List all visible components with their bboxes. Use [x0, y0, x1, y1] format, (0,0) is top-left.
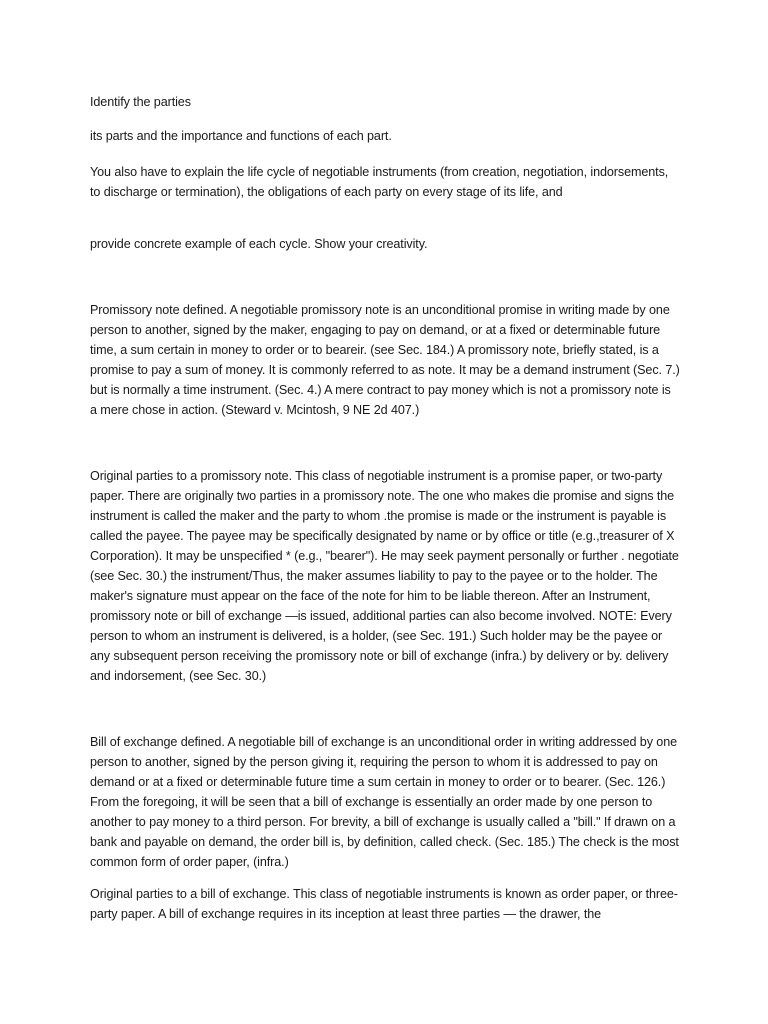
paragraph-parts-functions: its parts and the importance and functions of each part. — [90, 129, 392, 143]
paragraph-concrete-example: provide concrete example of each cycle. Show your creativity. — [90, 237, 428, 251]
paragraph-bill-of-exchange-parties: Original parties to a bill of exchange. This class of negotiable instruments is known as order paper, or three-party paper. A bill of exchange requires in its inception at least three parties — the drawer, the — [90, 887, 678, 921]
paragraph-identify-parties: Identify the parties — [90, 95, 191, 109]
paragraph-promissory-note-defined: Promissory note defined. A negotiable promissory note is an unconditional promise in writing made by one person to another, signed by the maker, engaging to pay on demand, or at a fixed or determinable future time, a sum certain in money to order or to beareir. (see Sec. 184.) A promissory note, briefly stated, is a promise to pay a sum of money. It is commonly referred to as note. It may be a demand instrument (Sec. 7.) but is normally a time instrument. (Sec. 4.) A mere contract to pay money which is not a promissory note is a mere chose in action. (Steward v. Mcintosh, 9 NE 2d 407.) — [90, 303, 680, 417]
paragraph-bill-of-exchange-defined: Bill of exchange defined. A negotiable bill of exchange is an unconditional order in writing addressed by one person to another, signed by the person giving it, requiring the person to whom it is addressed to pay on demand or at a fixed or determinable future time a sum certain in money to order or to bearer. (Sec. 126.) From the foregoing, it will be seen that a bill of exchange is essentially an order made by one person to another to pay money to a third person. For brevity, a bill of exchange is usually called a "bill." If drawn on a bank and payable on demand, the order bill is, by definition, called check. (Sec. 185.) The check is the most common form of order paper, (infra.) — [90, 735, 679, 869]
paragraph-promissory-note-parties: Original parties to a promissory note. This class of negotiable instrument is a promise paper, or two-party paper. There are originally two parties in a promissory note. The one who makes die promise and signs the instrument is called the maker and the party to whom .the promise is made or the instrument is payable is called the payee. The payee may be specifically designated by name or by office or title (e.g.,treasurer of X Corporation). It may be unspecified * (e.g., "bearer"). He may seek payment personally or further . negotiate (see Sec. 30.) the instrument/Thus, the maker assumes liability to pay to the payee or to the holder. The maker's signature must appear on the face of the note for him to be liable thereon. After an Instrument, promissory note or bill of exchange —is issued, additional parties can also become involved. NOTE: Every person to whom an instrument is delivered, is a holder, (see Sec. 191.) Such holder may be the payee or any subsequent person receiving the promissory note or bill of exchange (infra.) by delivery or by. delivery and indorsement, (see Sec. 30.) — [90, 469, 679, 683]
paragraph-life-cycle: You also have to explain the life cycle of negotiable instruments (from creation, negotiation, indorsements, to discharge or termination), the obligations of each party on every stage of its life, and — [90, 165, 669, 199]
